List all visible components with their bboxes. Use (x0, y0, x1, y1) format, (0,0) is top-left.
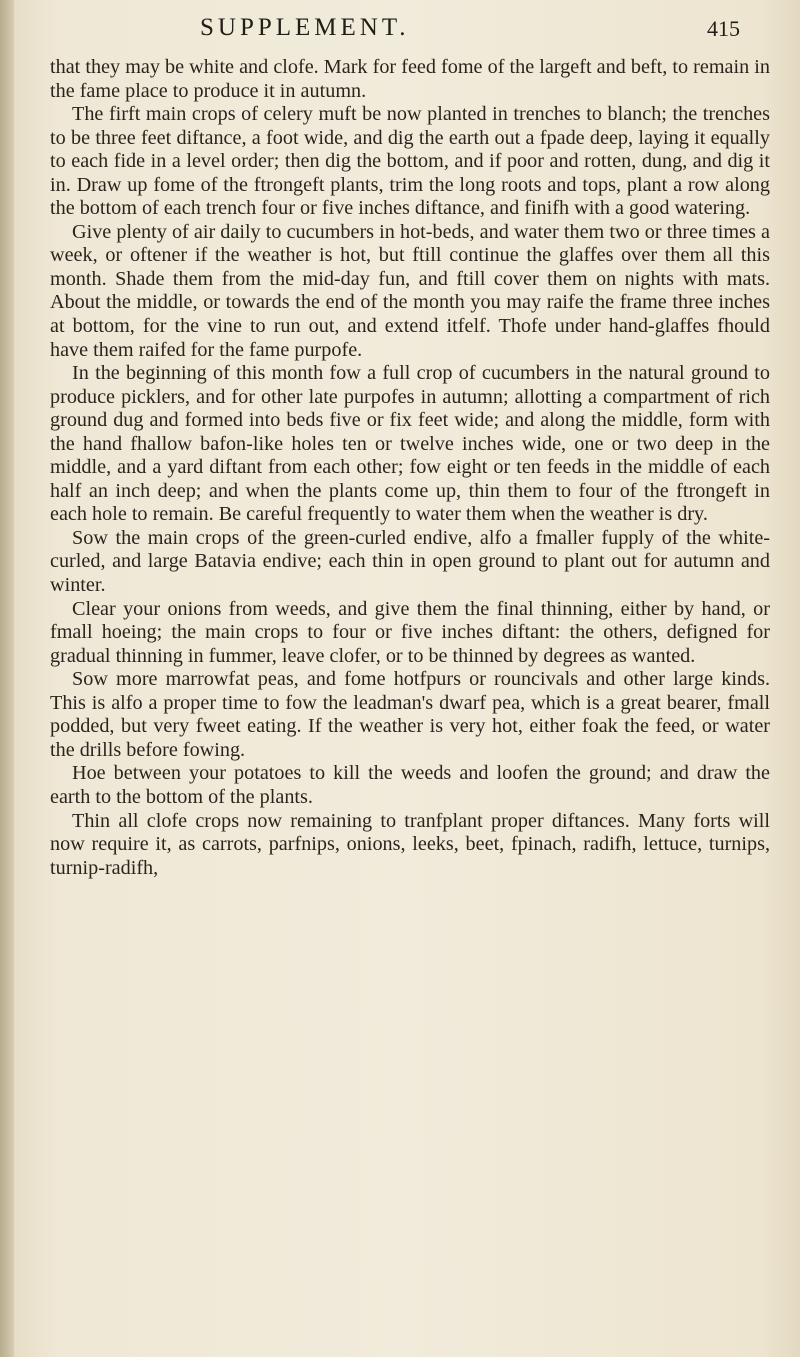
page-gutter-shadow (0, 0, 14, 1357)
body-text (50, 56, 770, 880)
paragraph-celery-trenches: The firft main crops of celery muft be now planted in trenches to blanch; the trenches to be three feet diftance, a foot wide, and dig the earth out a fpade deep, laying it equally to each fide in a level order; then dig the bottom, and if poor and rotten, dung, and dig it in. Draw up fome of the ftrongeft plants, trim the long roots and tops, plant a row along the bottom of each trench four or five inches diftance, and finifh with a good watering. (50, 103, 770, 220)
paragraph-cucumbers-natural-ground: In the beginning of this month fow a full crop of cucumbers in the natural ground to produce picklers, and for other late purpofes in autumn; allotting a compartment of rich ground dug and formed into beds five or fix feet wide; and along the middle, form with the hand fhallow bafon-like holes ten or twelve inches wide, one or two deep in the middle, and a yard diftant from each other; fow eight or ten feeds in the middle of each half an inch deep; and when the plants come up, thin them to four of the ftrongeft in each hole to remain. Be careful frequently to water them when the weather is dry. (50, 362, 770, 526)
paragraph-cucumbers-hot-beds: Give plenty of air daily to cucumbers in hot-beds, and water them two or three times a week, or oftener if the weather is hot, but ftill continue the glaffes over them all this month. Shade them from the mid-day fun, and ftill cover them on nights with mats. About the middle, or towards the end of the month you may raife the frame three inches at bottom, for the vine to run out, and extend itfelf. Thofe under hand-glaffes fhould have them raifed for the fame purpofe. (50, 220, 770, 361)
paragraph-celery-blanching-continued: that they may be white and clofe. Mark for feed fome of the largeft and beft, to remain in the fame place to produce it in autumn. (50, 56, 770, 102)
paragraph-potatoes: Hoe between your potatoes to kill the weeds and loofen the ground; and draw the earth to the bottom of the plants. (50, 762, 770, 808)
paragraph-onions: Clear your onions from weeds, and give them the final thinning, either by hand, or fmall hoeing; the main crops to four or five inches diftant: the others, defigned for gradual thinning in fummer, leave clofer, or to be thinned by degrees as wanted. (50, 597, 770, 667)
paragraph-endive: Sow the main crops of the green-curled endive, alfo a fmaller fupply of the white-curled, and large Batavia endive; each thin in open ground to plant out for autumn and winter. (50, 526, 770, 597)
running-head (200, 14, 740, 48)
running-title: SUPPLEMENT. (200, 14, 410, 41)
paragraph-peas: Sow more marrowfat peas, and fome hotfpurs or rouncivals and other large kinds. This is alfo a proper time to fow the leadman's dwarf pea, which is a great bearer, fmall podded, but very fweet eating. If the weather is very hot, either foak the feed, or water the drills before fowing. (50, 668, 770, 761)
paragraph-thin-crops: Thin all clofe crops now remaining to tranfplant proper diftances. Many forts will now require it, as carrots, parfnips, onions, leeks, beet, fpinach, radifh, lettuce, turnips, turnip-radifh, (50, 809, 770, 879)
page-number: 415 (707, 16, 740, 41)
